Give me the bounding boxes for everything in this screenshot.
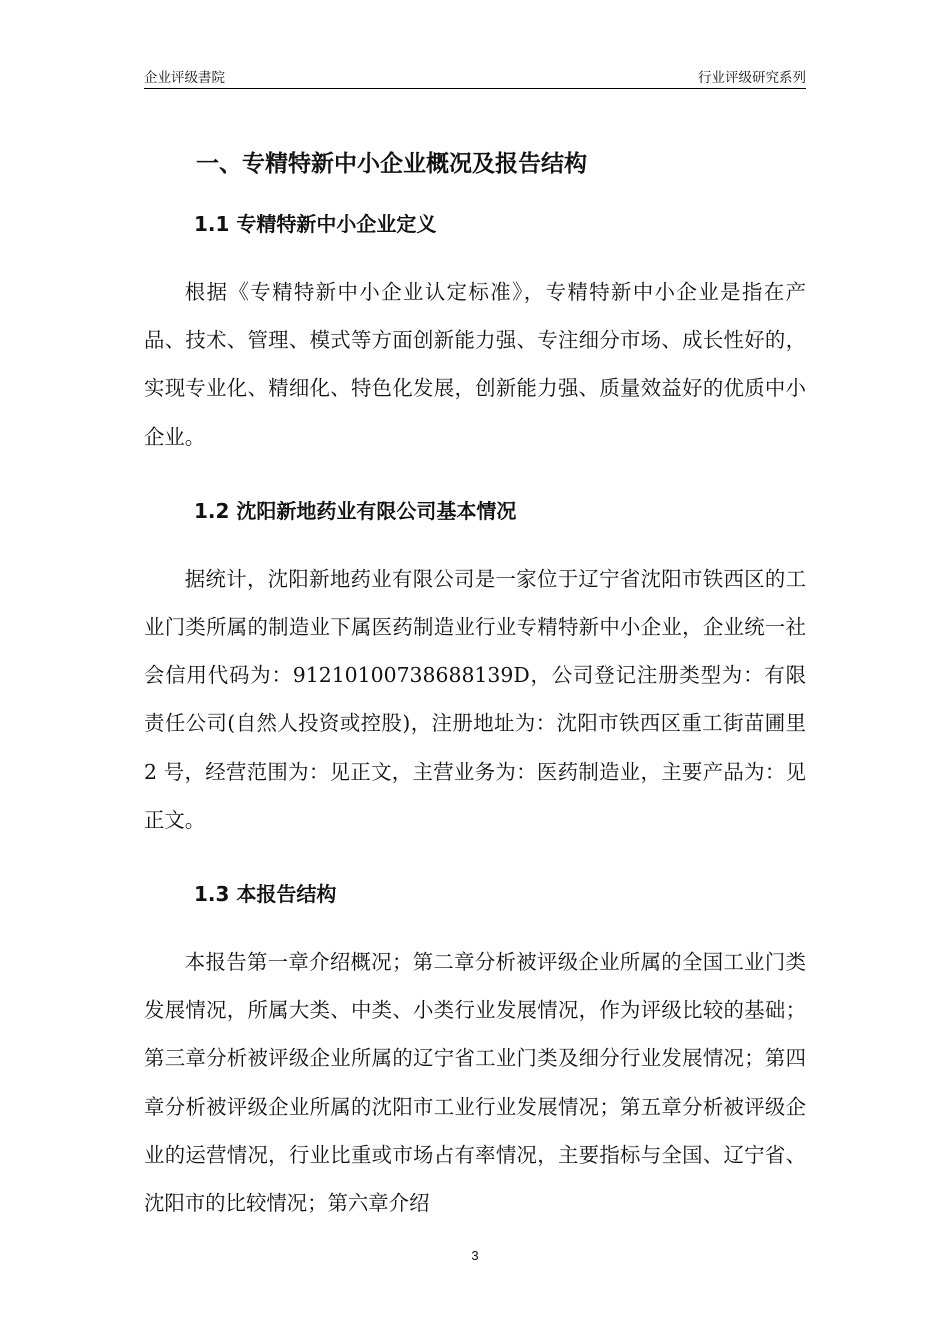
section-1-2-heading: 1.2 沈阳新地药业有限公司基本情况 xyxy=(194,498,517,523)
section-1-1-heading: 1.1 专精特新中小企业定义 xyxy=(194,212,437,236)
header-rule xyxy=(144,88,806,89)
section-1-1-paragraph: 根据《专精特新中小企业认定标准》，专精特新中小企业是指在产品、技术、管理、模式等方面创新能力强、专注细分市场、成长性好的，实现专业化、精细化、特色化发展，创新能力强、质量效益好的优质中小企业。 xyxy=(144,280,806,449)
page-content xyxy=(144,140,806,1227)
page-number: 3 xyxy=(471,1248,479,1263)
section-1-2-paragraph: 据统计，沈阳新地药业有限公司是一家位于辽宁省沈阳市铁西区的工业门类所属的制造业下属医药制造业行业专精特新中小企业，企业统一社会信用代码为：91210100738688139D，公司登记注册类型为：有限责任公司(自然人投资或控股)，注册地址为：沈阳市铁西区重工街苗圃里 2 号，经营范围为：见正文，主营业务为：医药制造业，主要产品为：见正文。 xyxy=(144,566,806,832)
section-1-3-heading: 1.3 本报告结构 xyxy=(194,882,337,907)
header-left-title: 企业评级書院 xyxy=(144,70,225,85)
chapter-heading: 一、专精特新中小企业概况及报告结构 xyxy=(196,151,587,177)
header-right-title: 行业评级研究系列 xyxy=(698,70,806,85)
page-header xyxy=(144,68,806,88)
section-1-3-paragraph: 本报告第一章介绍概况；第二章分析被评级企业所属的全国工业门类发展情况，所属大类、中类、小类行业发展情况，作为评级比较的基础；第三章分析被评级企业所属的辽宁省工业门类及细分行业发展情况；第四章分析被评级企业所属的沈阳市工业行业发展情况；第五章分析被评级企业的运营情况，行业比重或市场占有率情况，主要指标与全国、辽宁省、沈阳市的比较情况；第六章介绍 xyxy=(144,950,806,1216)
